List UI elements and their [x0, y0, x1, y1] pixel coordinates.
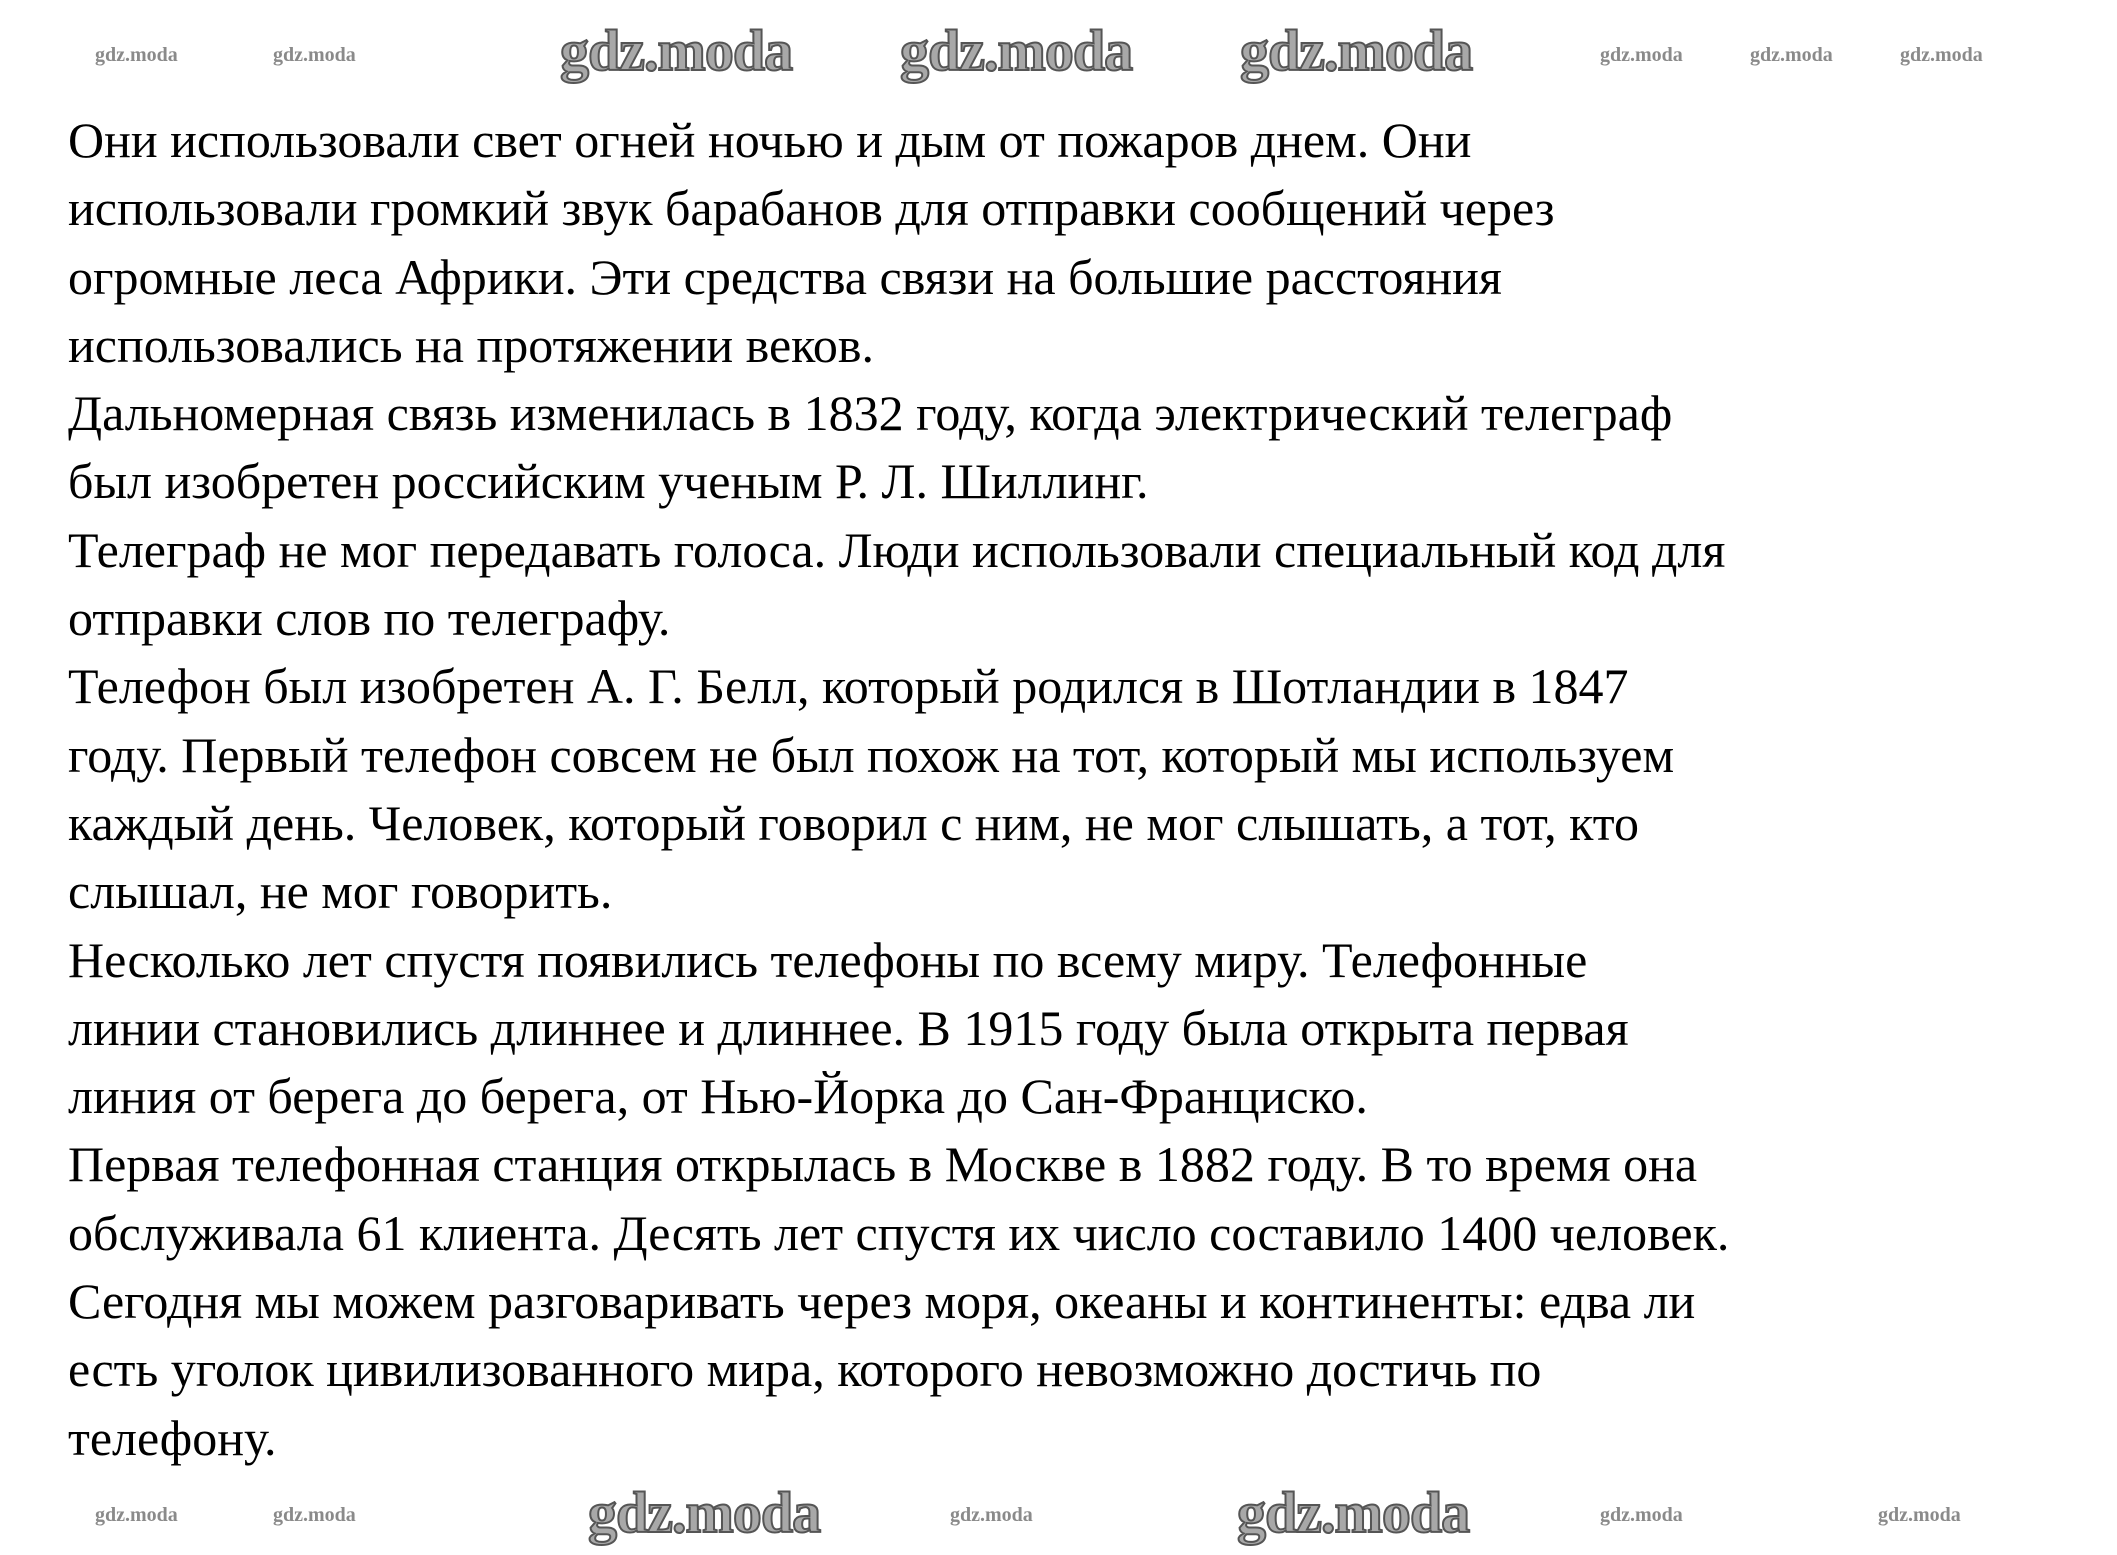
watermark: gdz.moda: [1600, 44, 1683, 66]
text-line: был изобретен российским ученым Р. Л. Шиллинг.: [68, 453, 1149, 510]
text-line: Несколько лет спустя появились телефоны по всему миру. Телефонные: [68, 931, 1588, 988]
watermark: gdz.moda: [1237, 1480, 1470, 1545]
text-line: отправки слов по телеграфу.: [68, 590, 671, 647]
watermark: gdz.moda: [1878, 1504, 1961, 1526]
text-line: телефону.: [68, 1409, 277, 1466]
watermark: gdz.moda: [95, 1504, 178, 1526]
watermark: gdz.moda: [273, 1504, 356, 1526]
watermark: gdz.moda: [95, 44, 178, 66]
watermark: gdz.moda: [1900, 44, 1983, 66]
text-line: каждый день. Человек, который говорил с ним, не мог слышать, а тот, кто: [68, 794, 1639, 851]
text-line: слышал, не мог говорить.: [68, 863, 613, 920]
text-line: Они использовали свет огней ночью и дым от пожаров днем. Они: [68, 112, 1472, 168]
text-line: есть уголок цивилизованного мира, которого невозможно достичь по: [68, 1341, 1542, 1398]
text-line: линия от берега до берега, от Нью-Йорка до Сан-Франциско.: [68, 1068, 1368, 1125]
watermark: gdz.moda: [560, 18, 793, 83]
text-line: году. Первый телефон совсем не был похож на тот, который мы используем: [68, 726, 1675, 783]
watermark: gdz.moda: [900, 18, 1133, 83]
text-line: Дальномерная связь изменилась в 1832 году, когда электрический телеграф: [68, 385, 1673, 442]
text-line: огромные леса Африки. Эти средства связи на большие расстояния: [68, 248, 1502, 305]
text-line: линии становились длиннее и длиннее. В 1915 году была открыта первая: [68, 999, 1629, 1056]
text-line: Телеграф не мог передавать голоса. Люди использовали специальный код для: [68, 521, 1726, 578]
document-text: [68, 106, 1729, 1472]
text-line: Сегодня мы можем разговаривать через моря, океаны и континенты: едва ли: [68, 1273, 1696, 1330]
watermark: gdz.moda: [1600, 1504, 1683, 1526]
watermark: gdz.moda: [273, 44, 356, 66]
text-line: использовали громкий звук барабанов для отправки сообщений через: [68, 180, 1555, 237]
text-line: использовались на протяжении веков.: [68, 316, 875, 373]
watermark: gdz.moda: [950, 1504, 1033, 1526]
watermark: gdz.moda: [1240, 18, 1473, 83]
text-line: Первая телефонная станция открылась в Москве в 1882 году. В то время она: [68, 1136, 1698, 1193]
text-line: Телефон был изобретен А. Г. Белл, который родился в Шотландии в 1847: [68, 658, 1629, 715]
watermark: gdz.moda: [1750, 44, 1833, 66]
watermark: gdz.moda: [588, 1480, 821, 1545]
text-line: обслуживала 61 клиента. Десять лет спустя их число составило 1400 человек.: [68, 1204, 1730, 1261]
